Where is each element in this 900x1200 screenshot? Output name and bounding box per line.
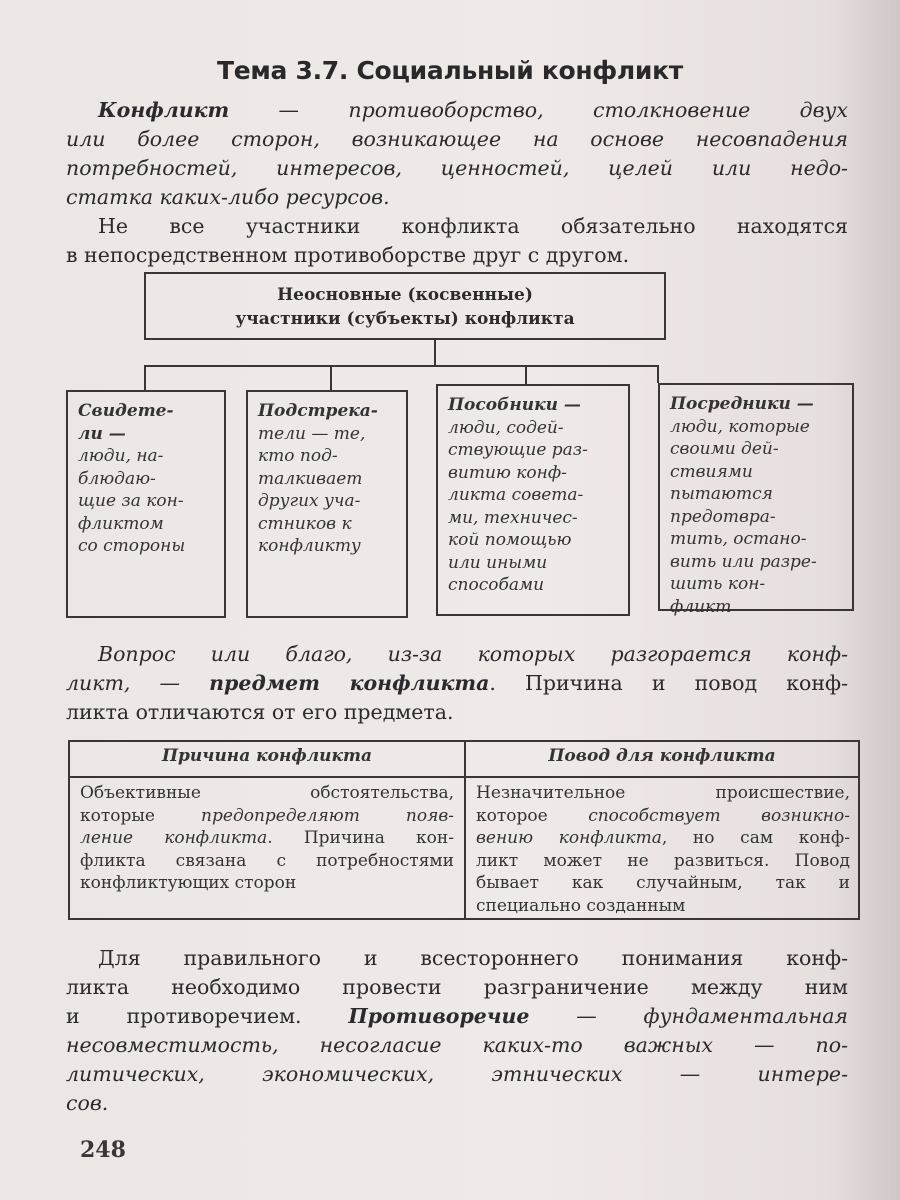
contradiction-line-1: Для правильного и всестороннего понимания конф-	[98, 946, 848, 970]
diagram-root-line-1: Неосновные (косвенные)	[277, 285, 533, 305]
contradiction-paragraph	[66, 944, 848, 1118]
definition-line-3: потребностей, интересов, ценностей, целей или недо-	[66, 156, 848, 180]
page-number: 248	[80, 1137, 126, 1163]
intro-line-1: Не все участники конфликта обязательно находятся	[98, 214, 848, 238]
subject-line-2: ликт, — предмет конфликта. Причина и повод конф-	[66, 671, 848, 695]
connector-child-3	[525, 365, 527, 385]
page-title: Тема 3.7. Социальный конфликт	[217, 56, 683, 85]
table-header-divider	[70, 776, 858, 778]
connector-child-4	[657, 365, 659, 383]
subject-term: предмет конфликта	[209, 671, 490, 695]
contradiction-line-3: и противоречием. Противоречие — фундаментальная	[66, 1004, 848, 1028]
contradiction-line-2: ликта необходимо провести разграничение между ним	[66, 975, 848, 999]
subject-line-3: ликта отличаются от его предмета.	[66, 700, 454, 724]
contradiction-term: Противоречие	[348, 1004, 530, 1028]
connector-child-2	[330, 365, 332, 391]
intro-paragraph	[66, 212, 848, 270]
definition-line-2: или более сторон, возникающее на основе несовпадения	[66, 127, 848, 151]
table-cell-occasion: Незначительное происшествие, которое способствует возникно- вению конфликта, но сам конф- ликт может не развиться. Повод бывает как случайным, так и специально созданным	[476, 783, 850, 916]
diagram-box-instigators: Подстрека- тели — те, кто под- талкивает других уча- стников к конфликту	[246, 390, 408, 618]
table-column-divider	[464, 742, 466, 918]
diagram-box-mediators: Посредники — люди, которые своими дей- ствиями пытаются предотвра- тить, остано- вить или разре- шить кон- фликт	[658, 383, 854, 611]
contradiction-line-4: несовместимость, несогласие каких-то важных — по-	[66, 1033, 848, 1057]
definition-term: Конфликт	[98, 98, 230, 122]
definition-paragraph	[66, 96, 848, 212]
table-header-occasion: Повод для конфликта	[548, 746, 776, 766]
diagram-root-box	[144, 272, 666, 340]
contradiction-line-6: сов.	[66, 1091, 109, 1115]
diagram-root-line-2: участники (субъекты) конфликта	[235, 309, 575, 329]
connector-root-vertical	[434, 340, 436, 366]
intro-line-2: в непосредственном противоборстве друг с другом.	[66, 243, 630, 267]
connector-horizontal	[144, 365, 658, 367]
definition-line-1: Конфликт — противоборство, столкновение двух	[98, 98, 848, 122]
subject-paragraph	[66, 640, 848, 727]
diagram-box-accomplices: Пособники — люди, содей- ствующие раз- витию конф- ликта совета- ми, техничес- кой помощью или иными способами	[436, 384, 630, 616]
diagram-box-witnesses: Свидете- ли — люди, на- блюдаю- щие за кон- фликтом со стороны	[66, 390, 226, 618]
table-header-cause: Причина конфликта	[161, 746, 373, 766]
contradiction-line-5: литических, экономических, этнических — интере-	[66, 1062, 848, 1086]
definition-line-4: статка каких-либо ресурсов.	[66, 185, 390, 209]
connector-child-1	[144, 365, 146, 391]
cause-occasion-table	[68, 740, 860, 920]
table-cell-cause: Объективные обстоятельства, которые предопределяют появ- ление конфликта. Причина кон- фликта связана с потребностями конфликтующих сторон	[80, 783, 454, 893]
subject-line-1: Вопрос или благо, из-за которых разгорается конф-	[98, 642, 848, 666]
